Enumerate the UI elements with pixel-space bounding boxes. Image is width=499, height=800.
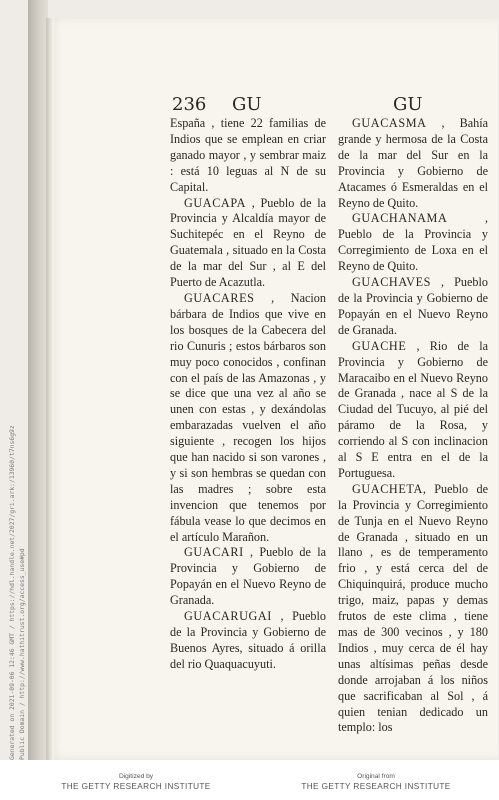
entry-paragraph — [338, 339, 488, 482]
entry-paragraph — [170, 609, 326, 673]
entry-paragraph — [170, 291, 326, 546]
entry-headword: GUACHETA — [352, 481, 423, 496]
entry-text: , Pueblo de la Provincia y Corregimiento de Loxa en el Reyno de Quito. — [338, 211, 488, 274]
entry-headword: GUACHANAMA — [352, 211, 448, 226]
entry-text: , Pueblo de la Provincia y Gobierno de Buenos Ayres, situado á orilla del rio Quaquacuyuti. — [170, 609, 326, 671]
entry-headword: GUACARUGAI — [184, 609, 272, 624]
page-number: 236 — [172, 94, 207, 115]
entry-paragraph — [170, 116, 326, 196]
entry-paragraph — [338, 275, 488, 339]
entry-text: , Pueblo de la Provincia y Alcaldía mayor de Suchitepéc en el Reyno de Guatemala , situado en la Costa de la mar del Sur , al E del Puerto de Acazutla. — [170, 195, 326, 290]
right-text-column — [338, 116, 488, 736]
hathitrust-watermark — [2, 420, 38, 760]
entry-text: , Rio de la Provincia y Gobierno de Maracaibo en el Nuevo Reyno de Granada , nace al S de la Ciudad del Tucuyo, al pié del páramo de la Rosa, y corriendo al S con inclinacion al S E entra en el de la Portuguesa. — [338, 338, 488, 480]
footer-original-from — [276, 772, 476, 792]
entry-headword: GUACHE — [352, 338, 407, 353]
entry-text: , Pueblo de la Provincia y Gobierno de Popayán en el Nuevo Reyno de Granada. — [338, 275, 488, 337]
page-gutter-shadow — [46, 18, 54, 760]
entry-paragraph — [170, 196, 326, 291]
running-head-left: GU — [232, 94, 262, 115]
entry-headword: GUACARES — [184, 290, 255, 305]
entry-headword: GUACHAVES — [352, 275, 431, 290]
footer-institution: THE GETTY RESEARCH INSTITUTE — [61, 782, 211, 791]
entry-headword: GUACASMA — [352, 116, 427, 130]
left-text-column — [170, 116, 326, 673]
entry-text: , Bahía grande y hermosa de la Costa de la mar del Sur en la Provincia y Gobierno de Atacames ó Esmeraldas en el Reyno de Quito. — [338, 116, 488, 210]
watermark-line-generated: Generated on 2021-09-06 12:46 GMT / https://hdl.handle.net/2027/gri.ark:/13960/t7ns6g9z — [8, 425, 16, 760]
entry-paragraph — [338, 482, 488, 737]
entry-text: , Nacion bárbara de Indios que vive en los bosques de la Cabecera del rio Cunuris ; estos bárbaros son muy poco conocidos , confinan con el país de las Amazonas , y se dice que una vez al año se unen con estas , y dexándolas embarazadas vuelven el año siguiente , recogen los hijos que han nacido si son varones , y si son hembras se quedan con las madres ; sobre esta invencion que tenemos por fábula vease lo que decimos en el artículo Marañon. — [170, 290, 326, 544]
entry-headword: GUACAPA — [184, 195, 246, 210]
footer-institution: THE GETTY RESEARCH INSTITUTE — [301, 782, 451, 791]
watermark-line-public-domain: Public Domain / http://www.hathitrust.org/access_use#pd — [18, 548, 26, 760]
entry-paragraph — [170, 545, 326, 609]
entry-paragraph — [338, 211, 488, 275]
entry-headword: GUACARI — [184, 545, 244, 560]
footer-label: Digitized by — [118, 773, 154, 780]
running-head-right: GU — [393, 94, 423, 115]
footer-label: Original from — [357, 773, 395, 780]
entry-text: , Pueblo de la Provincia y Gobierno de Popayán en el Nuevo Reyno de Granada. — [170, 545, 326, 608]
entry-text: , Pueblo de la Provincia y Corregimiento de Tunja en el Nuevo Reyno de Granada , situado en un llano , es de temperamento frio , y está cerca del de Chiquinquirá, produce mucho trigo, maiz, papas y demas frutos de este clima , tiene mas de 300 vecinos , y 180 Indios , muy cerca de él hay unas altísimas peñas desde donde arrojaban á los niños que sacrificaban al Sol , á quien tenian dedicado un templo: los — [338, 481, 488, 735]
entry-paragraph — [338, 116, 488, 211]
footer-digitized-by — [36, 772, 236, 792]
digitization-footer — [0, 772, 499, 800]
entry-text: España , tiene 22 familias de Indios que se emplean en criar ganado mayor , y sembrar maiz : está 10 leguas al N de su Capital. — [170, 116, 326, 194]
